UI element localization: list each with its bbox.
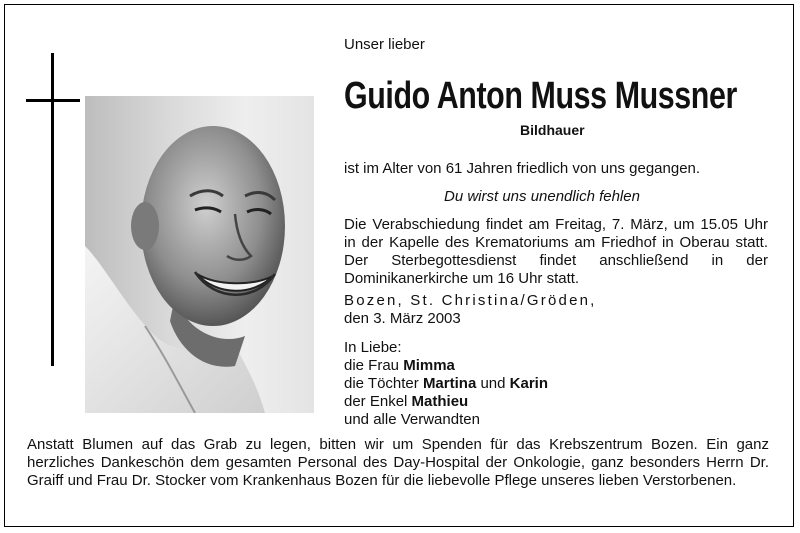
wife-name: Mimma <box>403 357 455 374</box>
family-list <box>344 339 548 429</box>
place-line: Bozen, St. Christina/Gröden, <box>344 292 597 309</box>
grandson-prefix: der Enkel <box>344 393 408 410</box>
motto: Du wirst uns unendlich fehlen <box>444 188 640 205</box>
daughters-prefix: die Töchter <box>344 375 419 392</box>
grandson-line <box>344 393 548 411</box>
grandson-name: Mathieu <box>411 393 469 410</box>
daughter-name-1: Martina <box>422 375 477 392</box>
and-word: und <box>480 375 506 392</box>
wife-line <box>344 357 548 375</box>
cross-bar <box>26 99 80 102</box>
profession: Bildhauer <box>520 122 585 138</box>
in-love-line: In Liebe: <box>344 339 402 356</box>
relatives-line: und alle Verwandten <box>344 411 480 428</box>
footer-text: Anstatt Blumen auf das Grab zu legen, bitten wir um Spenden für das Krebszentrum Bozen. Ein ganz herzliches Dankeschön dem gesamten Personal des Day-Hospital der Onkologie, ganz besonders Herrn Dr. Graiff und Frau Dr. Stocker vom Krankenhaus Bozen für die liebevolle Pflege unseres lieben Verstorbenen. <box>27 436 769 489</box>
intro-text: Unser lieber <box>344 36 425 53</box>
age-line: ist im Alter von 61 Jahren friedlich von uns gegangen. <box>344 160 701 177</box>
daughters-line <box>344 375 548 393</box>
date-line: den 3. März 2003 <box>344 310 461 327</box>
portrait-photo <box>85 96 314 413</box>
wife-prefix: die Frau <box>344 357 400 374</box>
deceased-name: Guido Anton Muss Mussner <box>344 75 737 117</box>
daughter-name-2: Karin <box>509 375 548 392</box>
service-details: Die Verabschiedung findet am Freitag, 7. März, um 15.05 Uhr in der Kapelle des Krematoriums am Friedhof in Oberau statt. Der Sterbegottesdienst findet anschließend in der Dominikanerkirche um 16 Uhr statt. <box>344 216 768 287</box>
